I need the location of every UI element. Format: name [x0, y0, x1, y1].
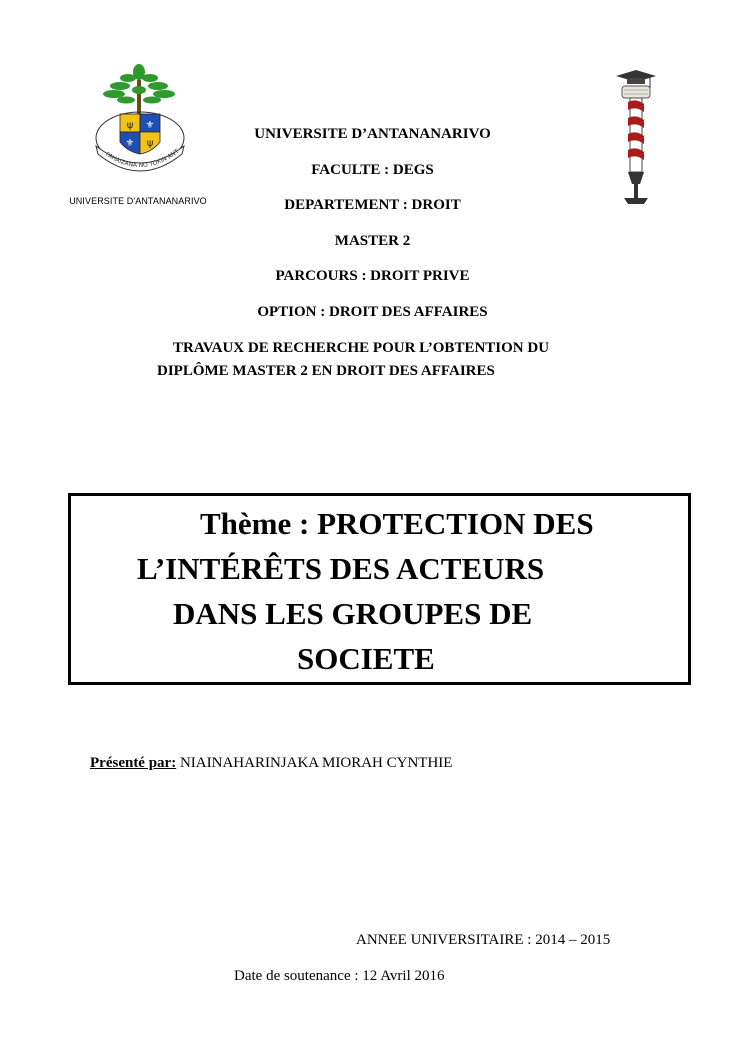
svg-text:⚜: ⚜ [145, 120, 155, 131]
svg-text:ψ: ψ [126, 120, 134, 131]
degree-level: MASTER 2 [334, 233, 411, 249]
theme-line-2: L’INTÉRÊTS DES ACTEURS [137, 551, 545, 586]
faculty: FACULTE : DEGS [311, 162, 434, 178]
track: PARCOURS : DROIT PRIVE [275, 268, 470, 284]
svg-text:⚜: ⚜ [125, 138, 135, 149]
seal-motto: FAHAIZANA NO TOKIN ANT [104, 148, 180, 170]
theme-box [68, 493, 691, 685]
theme-line-1: Thème : PROTECTION DES [200, 506, 594, 541]
presenter-name: NIAINAHARINJAKA MIORAH CYNTHIE [179, 755, 453, 771]
university-name: UNIVERSITE D’ANTANANARIVO [254, 126, 491, 142]
presenter-label: Présenté par: [90, 755, 177, 771]
theme-line-3: DANS LES GROUPES DE [173, 596, 533, 631]
academic-year: ANNEE UNIVERSITAIRE : 2014 – 2015 [356, 932, 611, 948]
department: DEPARTEMENT : DROIT [284, 197, 461, 213]
svg-text:ψ: ψ [146, 138, 154, 149]
defense-date: Date de soutenance : 12 Avril 2016 [234, 968, 445, 984]
purpose-line-1: TRAVAUX DE RECHERCHE POUR L’OBTENTION DU [173, 340, 550, 356]
option: OPTION : DROIT DES AFFAIRES [257, 304, 488, 320]
university-caption: UNIVERSITE D'ANTANANARIVO [69, 196, 207, 206]
presenter [90, 755, 452, 772]
purpose-line-2: DIPLÔME MASTER 2 EN DROIT DES AFFAIRES [157, 363, 495, 379]
theme-line-4: SOCIETE [297, 641, 435, 676]
